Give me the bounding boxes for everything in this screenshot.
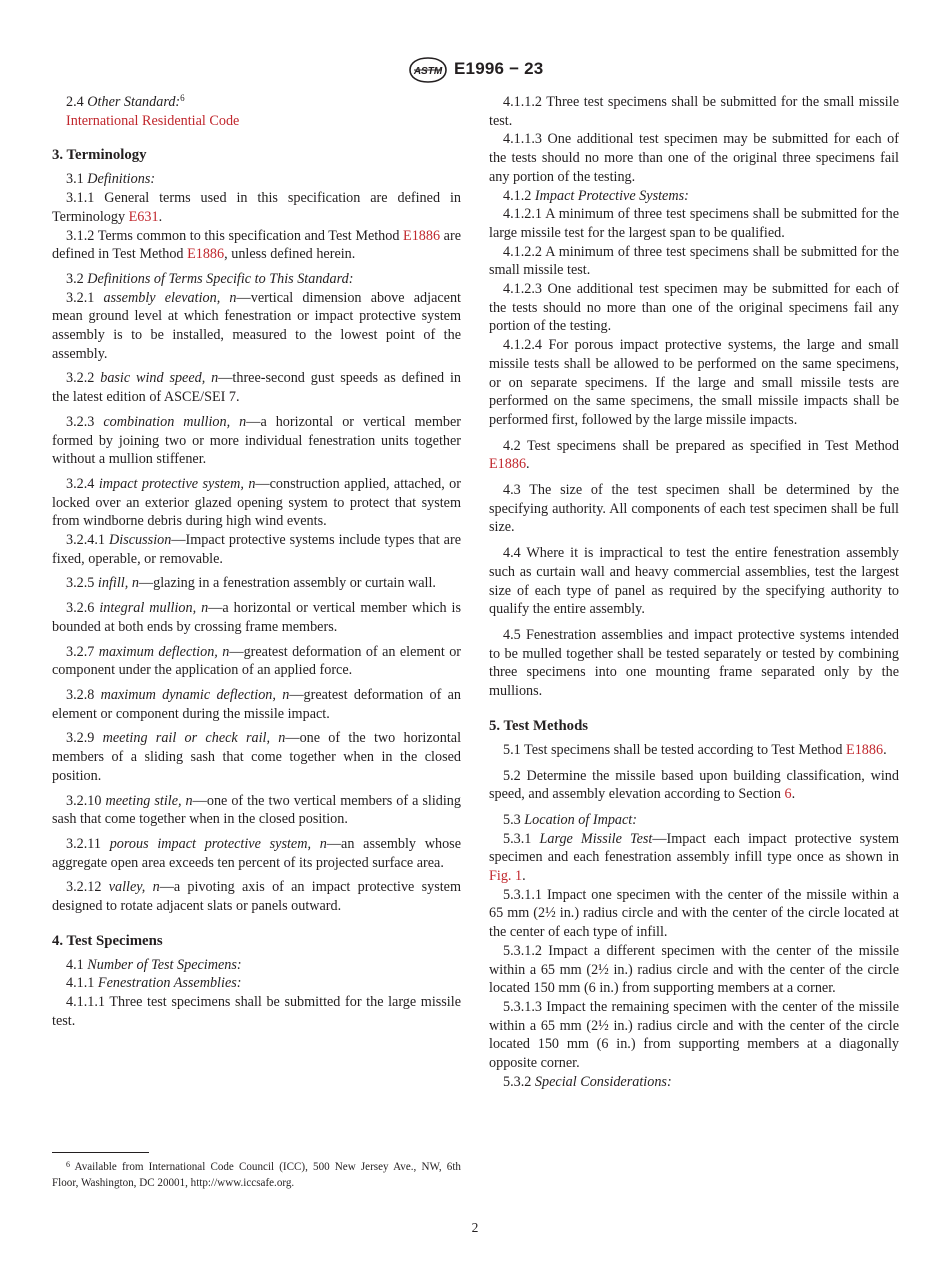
irc-reference — [52, 112, 461, 131]
section-3-1: 3.1 Definitions: — [66, 171, 156, 188]
footnote — [52, 1160, 461, 1191]
e1886-link[interactable]: E1886 — [489, 456, 527, 473]
fig-1-link[interactable]: Fig. 1 — [489, 868, 523, 885]
document-designation: E1996 − 23 — [454, 59, 544, 78]
section-4-1-1-3: 4.1.1.3 One additional test specimen may be submitted for each of the tests should no more than one of the original three specimens fail any portion of the testing. — [489, 131, 899, 185]
section-5-1: 5.1 Test specimens shall be tested according to Test Method E1886. — [503, 741, 887, 758]
section-3-2: 3.2 Definitions of Terms Specific to This Standard: — [66, 270, 354, 287]
definition-3-2-5: 3.2.5 infill, n—glazing in a fenestration assembly or curtain wall. — [66, 575, 436, 592]
section-4-2: 4.2 Test specimens shall be prepared as specified in Test Method E1886. — [489, 437, 899, 473]
footnote-number: 6 — [66, 1160, 70, 1169]
e1886-link[interactable]: E1886 — [846, 741, 884, 758]
section-4-1: 4.1 Number of Test Specimens: — [66, 956, 242, 973]
irc-link[interactable]: International Residential Code — [66, 112, 240, 129]
section-4-1-1-1: 4.1.1.1 Three test specimens shall be submitted for the large missile test. — [52, 994, 461, 1029]
left-column — [52, 93, 461, 1031]
section-4-1-2-2: 4.1.2.2 A minimum of three test specimens shall be submitted for the small missile test. — [489, 243, 899, 279]
e1886-link[interactable]: E1886 — [403, 227, 441, 244]
section-5-3-1: 5.3.1 Large Missile Test—Impact each impact protective system specimen and each fenestration assembly infill type once as shown in Fig. 1. — [489, 830, 899, 885]
section-4-1-2-3: 4.1.2.3 One additional test specimen may be submitted for each of the tests should no more than one of the original specimens fail any portion of the testing. — [489, 281, 899, 335]
definition-3-2-8: 3.2.8 maximum dynamic deflection, n—greatest deformation of an element or component during the missile impact. — [52, 686, 461, 722]
section-4-1-1-2: 4.1.1.2 Three test specimens shall be submitted for the small missile test. — [489, 94, 899, 129]
definition-3-2-3: 3.2.3 combination mullion, n—a horizontal or vertical member formed by joining two or more individual fenestration units together without a mullion stiffener. — [52, 413, 462, 468]
definition-3-2-4-1: 3.2.4.1 Discussion—Impact protective systems include types that are fixed, operable, or removable. — [52, 532, 462, 567]
definition-3-2-7: 3.2.7 maximum deflection, n—greatest deformation of an element or component under the application of an applied force. — [52, 643, 462, 679]
right-column — [489, 93, 899, 1091]
definition-3-2-4: 3.2.4 impact protective system, n—construction applied, attached, or locked over an exterior glazed opening system to protect that system from windborne debris during high wind events. — [52, 475, 461, 530]
section-heading-terminology: 3. Terminology — [52, 147, 147, 164]
definition-3-2-10: 3.2.10 meeting stile, n—one of the two vertical members of a sliding sash that come together when in the closed position. — [52, 792, 461, 828]
section-heading-test-specimens: 4. Test Specimens — [52, 932, 163, 949]
section-4-4: 4.4 Where it is impractical to test the entire fenestration assembly such as curtain wall and heavy commercial assemblies, test the largest size of each type of panel as required by the specifying authority to qualify the entire assembly. — [489, 545, 899, 618]
footnote-text: Available from International Code Council (ICC), 500 New Jersey Ave., NW, 6th Floor, Washington, DC 20001, http://www.iccsafe.org. — [52, 1161, 461, 1189]
e1886-link[interactable]: E1886 — [187, 246, 225, 263]
section-5-3-1-1: 5.3.1.1 Impact one specimen with the center of the missile within a 65 mm (2½ in.) radius circle and with the center of the circle located at the center of each type of infill. — [489, 886, 899, 941]
section-3-1-2: 3.1.2 Terms common to this specification and Test Method E1886 are defined in Test Method E1886, unless defined herein. — [52, 227, 461, 263]
definition-3-2-12: 3.2.12 valley, n—a pivoting axis of an impact protective system designed to rotate adjacent slats or panels outward. — [52, 879, 461, 915]
footnote-marker[interactable]: 6 — [180, 93, 185, 103]
section-4-1-2-4: 4.1.2.4 For porous impact protective systems, the large and small missile tests shall be allowed to be performed on the same specimens, or on separate specimens. If the large and small missile tests are performed on the same specimens, the small missile impacts shall be performed first, followed by the large missile impacts. — [489, 337, 899, 428]
e631-link[interactable]: E631 — [128, 208, 159, 225]
definition-3-2-11: 3.2.11 porous impact protective system, n—an assembly whose aggregate open area exceeds ten percent of its projected surface area. — [52, 835, 461, 871]
astm-logo-icon — [409, 57, 447, 83]
page-header — [0, 57, 950, 85]
section-4-3: 4.3 The size of the test specimen shall be determined by the specifying authority. All components of each test specimen shall be full size. — [489, 482, 899, 536]
section-2-4: 2.4 Other Standard:$^6$ — [66, 93, 185, 110]
definition-3-2-6: 3.2.6 integral mullion, n—a horizontal or vertical member which is bounded at both ends by crossing frame members. — [52, 600, 461, 635]
page-number: 2 — [471, 1220, 479, 1235]
section-4-1-1: 4.1.1 Fenestration Assemblies: — [66, 975, 242, 992]
section-4-1-2: 4.1.2 Impact Protective Systems: — [503, 187, 689, 204]
section-5-2: 5.2 Determine the missile based upon building classification, wind speed, and assembly elevation according to Section 6. — [489, 767, 899, 803]
section-3-1-1: 3.1.1 General terms used in this specification are defined in Terminology E631. — [52, 190, 461, 225]
section-5-3-2: 5.3.2 Special Considerations: — [503, 1073, 672, 1090]
section-heading-test-methods: 5. Test Methods — [489, 717, 589, 734]
footnote-divider — [52, 1152, 149, 1153]
section-5-3: 5.3 Location of Impact: — [503, 811, 637, 828]
section-4-5: 4.5 Fenestration assemblies and impact protective systems intended to be mulled together shall be tested separately or tested by combining three specimens into one mounting frame separated only by the mullions. — [489, 626, 899, 700]
section-5-3-1-3: 5.3.1.3 Impact the remaining specimen with the center of the missile within a 65 mm (2½ in.) radius circle and with the center of the circle located 150 mm (6 in.) from supporting members at a diagonally opposite corner. — [489, 998, 899, 1072]
definition-3-2-9: 3.2.9 meeting rail or check rail, n—one of the two horizontal members of a sliding sash that come together when in the closed position. — [52, 730, 462, 784]
section-6-link[interactable]: 6 — [784, 786, 792, 803]
definition-3-2-1: 3.2.1 assembly elevation, n—vertical dimension above adjacent mean ground level at which fenestration or impact protective system assembly is to be installed, measured to the lowest point of the assembly. — [52, 289, 461, 362]
svg-text:ASTM: ASTM — [413, 66, 443, 77]
definition-3-2-2: 3.2.2 basic wind speed, n—three-second gust speeds as defined in the latest edition of ASCE/SEI 7. — [52, 370, 461, 406]
section-4-1-2-1: 4.1.2.1 A minimum of three test specimens shall be submitted for the large missile test for the largest span to be qualified. — [489, 206, 899, 241]
section-5-3-1-2: 5.3.1.2 Impact a different specimen with the center of the missile within a 65 mm (2½ in.) radius circle and with the center of the circle located 150 mm (6 in.) from supporting members at a corner. — [489, 942, 899, 997]
